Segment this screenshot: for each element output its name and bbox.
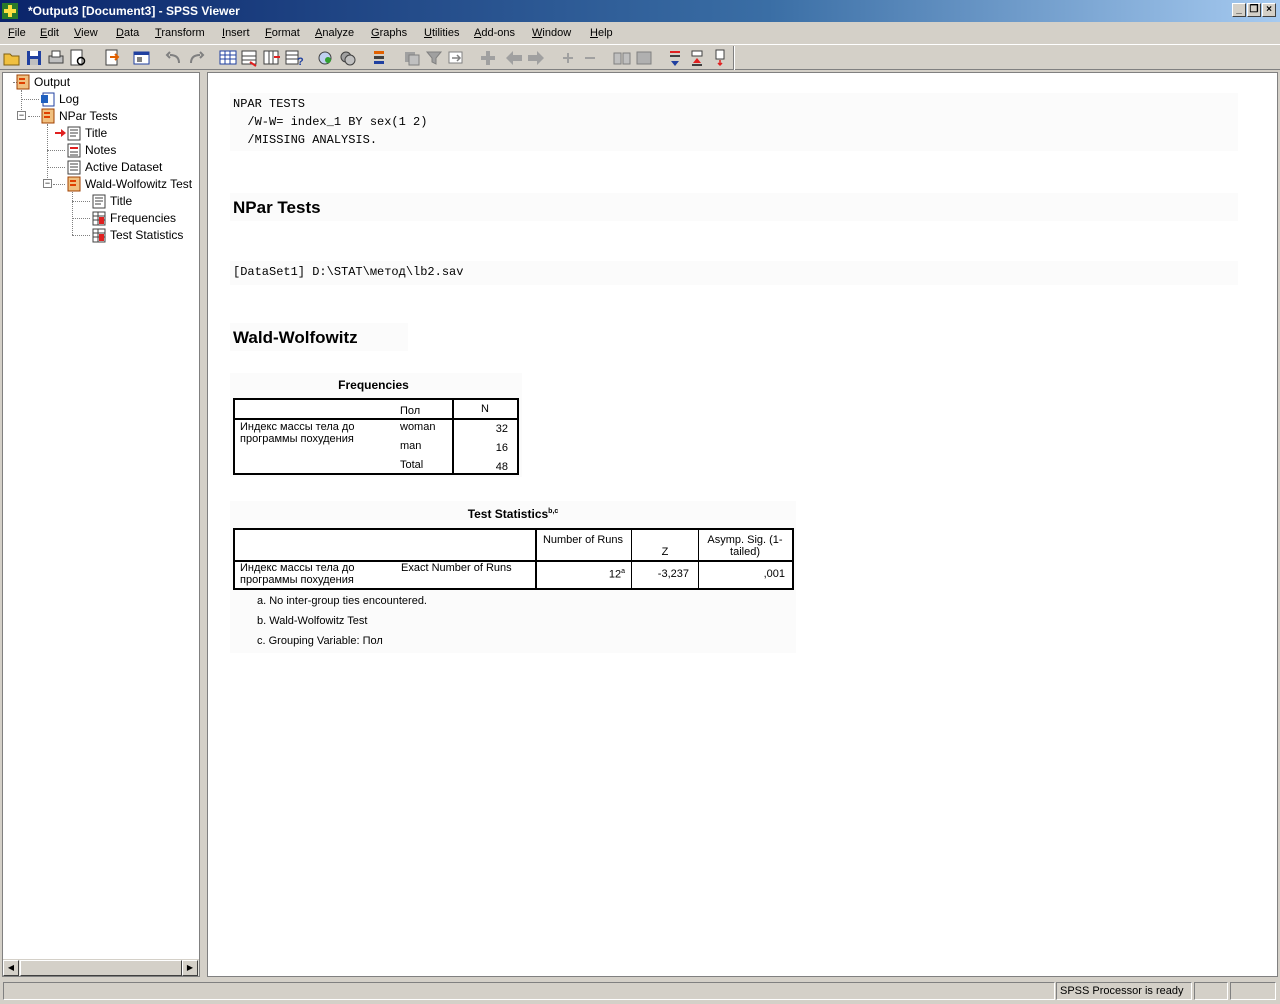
designate-window-icon[interactable]	[316, 48, 336, 68]
column-header-z: Z	[661, 546, 669, 558]
export-icon[interactable]	[102, 48, 122, 68]
tree-line	[72, 192, 73, 235]
menu-add-ons[interactable]: Add-ons	[474, 27, 515, 39]
tree-line	[47, 150, 65, 151]
syntax-log-block[interactable]	[230, 93, 1238, 151]
test-statistics-title	[230, 507, 796, 521]
add-icon[interactable]	[478, 48, 498, 68]
syntax-line: /W-W= index_1 BY sex(1 2)	[233, 115, 428, 129]
row-n-value: 32	[495, 423, 508, 435]
runs-value-text: 12	[608, 568, 622, 581]
row-group-label: woman	[400, 421, 436, 433]
menu-insert[interactable]: Insert	[222, 27, 250, 39]
insert-heading-icon[interactable]	[370, 48, 390, 68]
footnote: b. Wald-Wolfowitz Test	[257, 615, 368, 627]
restore-button[interactable]: ❐	[1247, 3, 1261, 17]
row-group-label: Total	[400, 459, 424, 471]
row-label: Exact Number of Runs	[401, 562, 512, 574]
syntax-line: /MISSING ANALYSIS.	[233, 133, 378, 147]
frequencies-title: Frequencies	[338, 378, 409, 392]
column-header-n: N	[481, 403, 489, 415]
menu-view[interactable]: View	[74, 27, 98, 39]
title-icon	[91, 193, 107, 209]
column-divider	[535, 530, 537, 588]
menu-window[interactable]: Window	[532, 27, 572, 39]
show-icon[interactable]	[612, 48, 632, 68]
open-icon[interactable]	[2, 48, 22, 68]
scroll-left-button[interactable]: ◀	[3, 960, 19, 976]
syntax-line: NPAR TESTS	[233, 97, 306, 111]
tree-line	[28, 116, 40, 117]
text-doc-icon	[66, 159, 82, 175]
frequencies-grid	[233, 398, 519, 475]
title-bar	[0, 0, 1280, 22]
runs-footnote-marker: a	[621, 568, 625, 575]
recall-dialog-icon[interactable]	[132, 48, 152, 68]
scroll-thumb[interactable]	[20, 960, 182, 976]
toolbar-separator	[733, 46, 735, 70]
status-message-cell	[3, 982, 1055, 1000]
expand-icon[interactable]	[558, 48, 578, 68]
book-icon	[40, 108, 56, 124]
insert-text-icon[interactable]	[424, 48, 444, 68]
forward-icon[interactable]	[526, 48, 546, 68]
tree-line	[72, 218, 90, 219]
output-content-pane[interactable]	[207, 72, 1278, 977]
goto-variable-icon[interactable]	[262, 48, 282, 68]
menu-transform[interactable]: Transform	[155, 27, 205, 39]
redo-icon[interactable]	[186, 48, 206, 68]
status-bar	[0, 979, 1280, 1004]
npar-heading: NPar Tests	[233, 198, 321, 217]
insert-title-icon[interactable]	[402, 48, 422, 68]
title-footnote-marker: b,c	[548, 508, 559, 515]
pane-splitter[interactable]	[200, 72, 206, 977]
svg-text:?: ?	[297, 56, 304, 68]
column-divider	[631, 530, 632, 588]
menu-graphs[interactable]: Graphs	[371, 27, 408, 39]
save-icon[interactable]	[24, 48, 44, 68]
menu-bar	[0, 22, 1280, 44]
processor-status: SPSS Processor is ready	[1056, 982, 1192, 1000]
column-divider	[452, 400, 454, 473]
header-divider	[235, 418, 517, 420]
undo-icon[interactable]	[164, 48, 184, 68]
footnote: c. Grouping Variable: Пол	[257, 635, 383, 647]
select-last-output-icon[interactable]	[338, 48, 358, 68]
variable-label: Индекс массы тела до программы похудения	[240, 421, 355, 445]
row-n-value: 48	[495, 461, 508, 473]
tree-line	[72, 235, 90, 236]
collapse-npar-toggle[interactable]: −	[18, 110, 25, 120]
footnote: a. No inter-group ties encountered.	[257, 595, 427, 607]
tree-line	[53, 184, 65, 185]
goto-data-icon[interactable]	[218, 48, 238, 68]
collapse-icon[interactable]	[580, 48, 600, 68]
frequencies-table[interactable]	[230, 373, 522, 477]
demote-icon[interactable]	[688, 48, 708, 68]
goto-case-icon[interactable]	[240, 48, 260, 68]
spss-app-icon[interactable]	[2, 3, 18, 19]
menu-utilities[interactable]: Utilities	[424, 27, 460, 39]
menu-help[interactable]: Help	[590, 27, 613, 39]
row-n-value: 16	[495, 442, 508, 454]
menu-analyze[interactable]: Analyze	[315, 27, 355, 39]
outline-horizontal-scrollbar[interactable]	[3, 959, 199, 976]
z-value: -3,237	[657, 568, 689, 580]
active-dataset-block[interactable]	[230, 261, 1238, 285]
menu-file[interactable]: File	[8, 27, 26, 39]
print-icon[interactable]	[46, 48, 66, 68]
scroll-right-button[interactable]: ▶	[182, 960, 198, 976]
variables-icon[interactable]	[284, 48, 304, 68]
variable-label: Индекс массы тела до программы похудения	[240, 562, 355, 586]
column-divider	[698, 530, 699, 588]
column-header-sig: Asymp. Sig. (1-tailed)	[707, 534, 783, 558]
status-cell	[1194, 982, 1228, 1000]
status-cell	[1230, 982, 1276, 1000]
pivot-table-icon	[91, 210, 107, 226]
dataset-path: [DataSet1] D:\STAT\метод\lb2.sav	[233, 265, 464, 279]
close-button[interactable]: ×	[1262, 3, 1276, 17]
notes-icon	[66, 142, 82, 158]
menu-data[interactable]: Data	[116, 27, 140, 39]
tree-line	[72, 201, 90, 202]
window-title: *Output3 [Document3] - SPSS Viewer	[28, 4, 240, 18]
insert-chart-icon[interactable]	[446, 48, 466, 68]
book-icon	[66, 176, 82, 192]
collapse-ww-toggle[interactable]: −	[44, 178, 51, 188]
column-header-runs: Number of Runs	[542, 534, 624, 546]
tree-line	[47, 167, 65, 168]
row-group-label: man	[400, 440, 422, 452]
insert-page-break-icon[interactable]	[710, 48, 730, 68]
toolbar	[0, 44, 1280, 70]
tree-line	[47, 124, 48, 184]
outline-pane[interactable]: − − Output Log NPar Tests Title Notes Active Dataset Wald-Wolfowitz Test Title Frequencies Test Statistics	[2, 72, 200, 977]
menu-format[interactable]: Format	[265, 27, 300, 39]
pivot-table-icon	[91, 227, 107, 243]
promote-icon[interactable]	[666, 48, 686, 68]
test-statistics-grid	[233, 528, 794, 590]
tree-line	[21, 99, 39, 100]
title-icon	[66, 125, 82, 141]
hide-icon[interactable]	[634, 48, 654, 68]
npar-title-block[interactable]	[230, 193, 1238, 221]
ww-title-block[interactable]	[230, 323, 408, 351]
test-statistics-title-text: Test Statistics	[467, 507, 549, 521]
menu-edit[interactable]: Edit	[40, 27, 59, 39]
ww-heading: Wald-Wolfowitz	[233, 328, 358, 347]
sig-value: ,001	[763, 568, 785, 580]
output-book-icon	[15, 74, 31, 90]
log-icon	[40, 91, 56, 107]
runs-value	[541, 568, 625, 581]
minimize-button[interactable]: _	[1232, 3, 1246, 17]
print-preview-icon[interactable]	[68, 48, 88, 68]
back-icon[interactable]	[504, 48, 524, 68]
test-statistics-table[interactable]	[230, 501, 796, 653]
column-header-group: Пол	[400, 405, 421, 417]
